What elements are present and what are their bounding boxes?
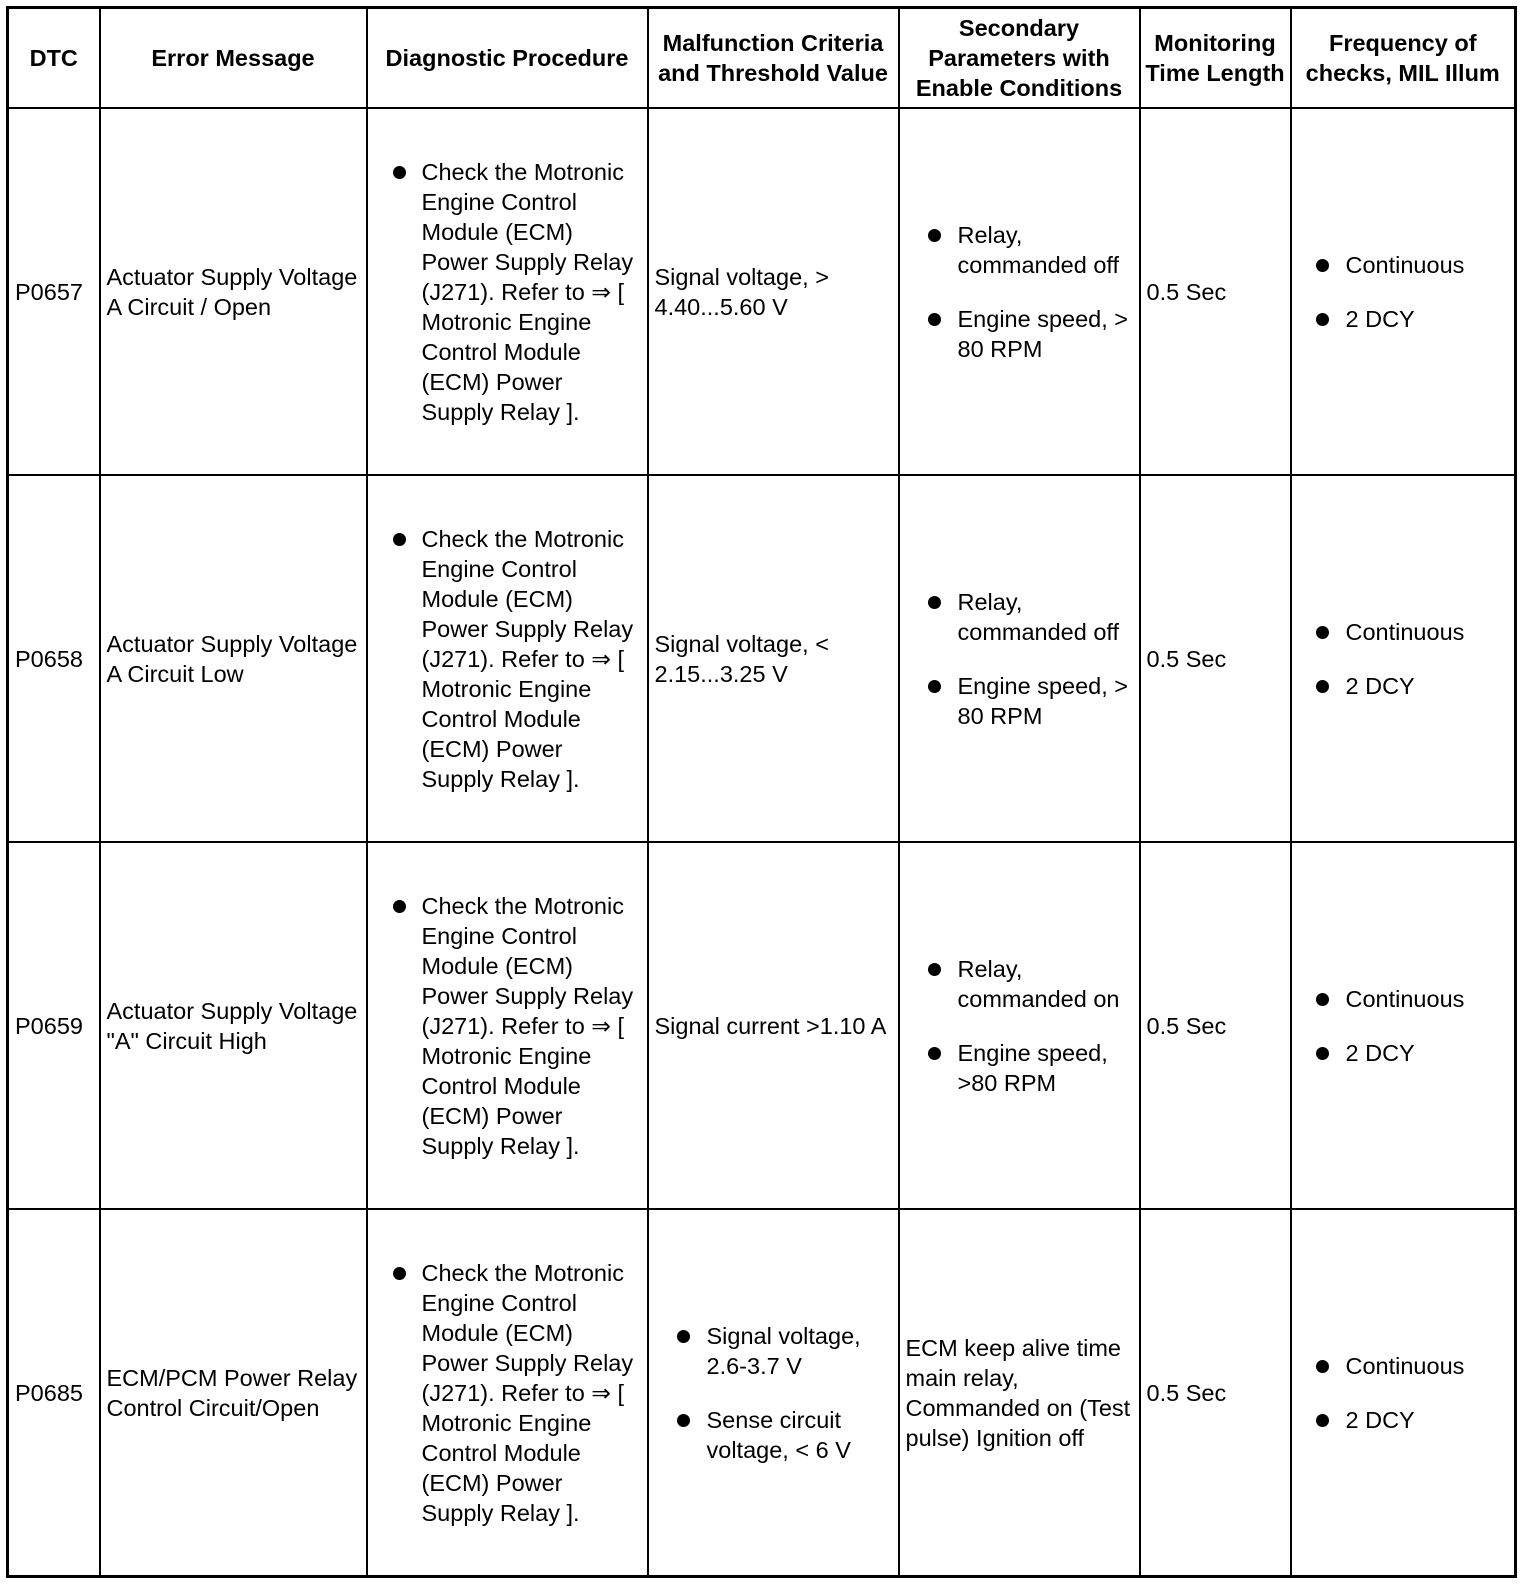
frequency	[1291, 108, 1516, 475]
dtc-code: P0685	[8, 1209, 100, 1576]
error-message: Actuator Supply Voltage A Circuit Low	[100, 475, 367, 842]
dtc-code: P0657	[8, 108, 100, 475]
frequency-item: 2 DCY	[1298, 304, 1509, 334]
header-dtc: DTC	[8, 8, 100, 109]
secondary-item: Engine speed, > 80 RPM	[906, 304, 1133, 364]
criteria-item: Sense circuit voltage, < 6 V	[655, 1405, 892, 1465]
frequency	[1291, 475, 1516, 842]
diagnostic-procedure	[367, 1209, 648, 1576]
frequency-item: Continuous	[1298, 250, 1509, 280]
dtc-table	[6, 6, 1517, 1578]
secondary-item: Engine speed, >80 RPM	[906, 1038, 1133, 1098]
secondary-item: Relay, commanded off	[906, 587, 1133, 647]
error-message: ECM/PCM Power Relay Control Circuit/Open	[100, 1209, 367, 1576]
secondary-parameters	[899, 108, 1140, 475]
malfunction-criteria	[648, 1209, 899, 1576]
procedure-item: Check the Motronic Engine Control Module (ECM) Power Supply Relay (J271). Refer to ⇒ [ Motronic Engine Control Module (ECM) Power Supply Relay ].	[374, 524, 641, 794]
malfunction-criteria: Signal voltage, > 4.40...5.60 V	[648, 108, 899, 475]
diagnostic-procedure	[367, 108, 648, 475]
table-row	[8, 1209, 1516, 1576]
dtc-code: P0659	[8, 842, 100, 1209]
header-diagnostic-procedure: Diagnostic Procedure	[367, 8, 648, 109]
diagnostic-procedure	[367, 475, 648, 842]
table-row	[8, 842, 1516, 1209]
frequency-item: Continuous	[1298, 1351, 1509, 1381]
secondary-parameters	[899, 475, 1140, 842]
secondary-item: Engine speed, > 80 RPM	[906, 671, 1133, 731]
secondary-parameters	[899, 842, 1140, 1209]
frequency-item: Continuous	[1298, 617, 1509, 647]
error-message: Actuator Supply Voltage "A" Circuit High	[100, 842, 367, 1209]
frequency	[1291, 1209, 1516, 1576]
frequency-item: 2 DCY	[1298, 1038, 1509, 1068]
table-row	[8, 475, 1516, 842]
header-malfunction-criteria: Malfunction Criteria and Threshold Value	[648, 8, 899, 109]
procedure-item: Check the Motronic Engine Control Module (ECM) Power Supply Relay (J271). Refer to ⇒ [ Motronic Engine Control Module (ECM) Power Supply Relay ].	[374, 891, 641, 1161]
procedure-item: Check the Motronic Engine Control Module (ECM) Power Supply Relay (J271). Refer to ⇒ [ Motronic Engine Control Module (ECM) Power Supply Relay ].	[374, 157, 641, 427]
diagnostic-procedure	[367, 842, 648, 1209]
dtc-code: P0658	[8, 475, 100, 842]
frequency-item: 2 DCY	[1298, 671, 1509, 701]
frequency-item: 2 DCY	[1298, 1405, 1509, 1435]
secondary-item: Relay, commanded on	[906, 954, 1133, 1014]
secondary-parameters: ECM keep alive time main relay, Commanded on (Test pulse) Ignition off	[899, 1209, 1140, 1576]
header-secondary-parameters: Secondary Parameters with Enable Conditions	[899, 8, 1140, 109]
procedure-item: Check the Motronic Engine Control Module (ECM) Power Supply Relay (J271). Refer to ⇒ [ Motronic Engine Control Module (ECM) Power Supply Relay ].	[374, 1258, 641, 1528]
header-monitoring-time: Monitoring Time Length	[1140, 8, 1291, 109]
error-message: Actuator Supply Voltage A Circuit / Open	[100, 108, 367, 475]
header-error-message: Error Message	[100, 8, 367, 109]
frequency-item: Continuous	[1298, 984, 1509, 1014]
malfunction-criteria: Signal voltage, < 2.15...3.25 V	[648, 475, 899, 842]
monitoring-time: 0.5 Sec	[1140, 475, 1291, 842]
monitoring-time: 0.5 Sec	[1140, 108, 1291, 475]
malfunction-criteria: Signal current >1.10 A	[648, 842, 899, 1209]
header-row	[8, 8, 1516, 109]
header-frequency: Frequency of checks, MIL Illum	[1291, 8, 1516, 109]
monitoring-time: 0.5 Sec	[1140, 1209, 1291, 1576]
secondary-item: Relay, commanded off	[906, 220, 1133, 280]
criteria-item: Signal voltage, 2.6-3.7 V	[655, 1321, 892, 1381]
table-row	[8, 108, 1516, 475]
frequency	[1291, 842, 1516, 1209]
monitoring-time: 0.5 Sec	[1140, 842, 1291, 1209]
